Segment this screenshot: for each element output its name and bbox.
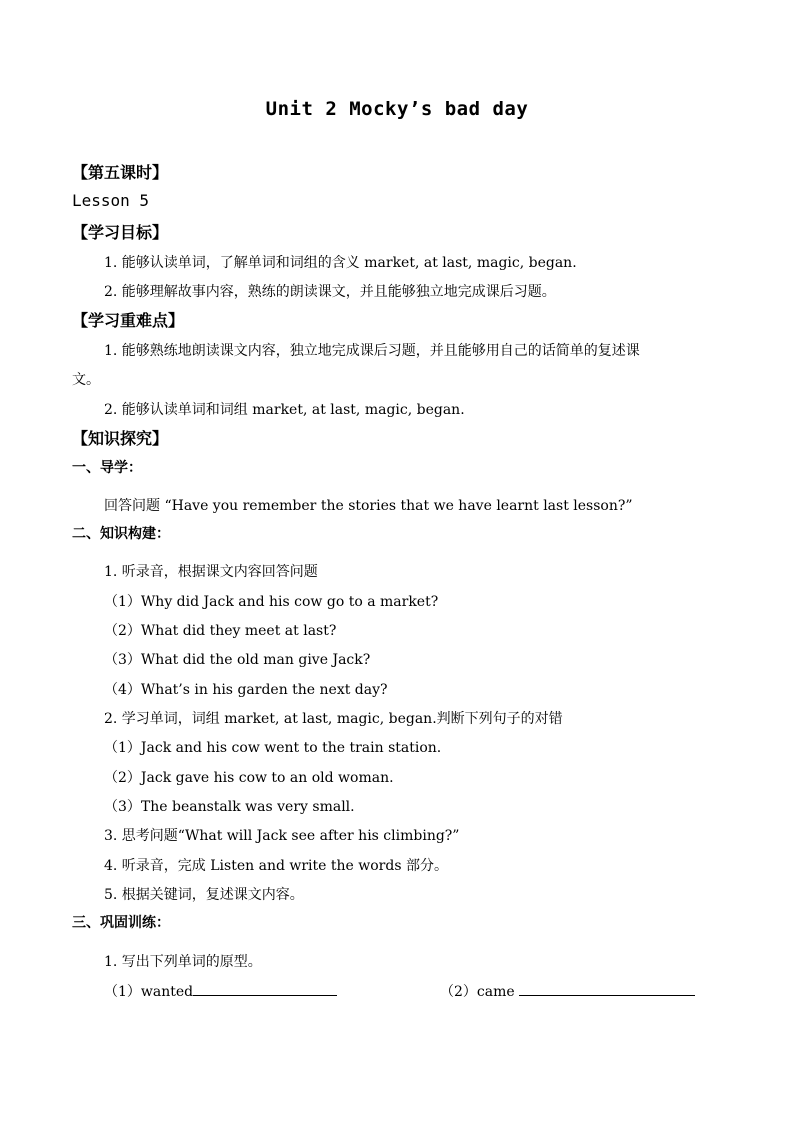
- period-heading: 【第五课时】: [72, 163, 169, 182]
- build-subitem: （3）What did the old man give Jack?: [104, 652, 371, 668]
- practice-item: 1. 写出下列单词的原型。: [104, 954, 262, 970]
- build-item: 4. 听录音，完成 Listen and write the words 部分。: [104, 858, 448, 874]
- build-subitem: （4）What’s in his garden the next day?: [104, 682, 388, 698]
- section-heading-guide: 一、导学：: [72, 460, 142, 476]
- answer-blank[interactable]: [193, 982, 337, 996]
- exercise-label: （2）came: [440, 984, 515, 1000]
- exercise-label: （1）wanted: [104, 984, 194, 1000]
- goal-item: 2. 能够理解故事内容，熟练的朗读课文，并且能够独立地完成课后习题。: [104, 284, 556, 300]
- key-points-heading: 【学习重难点】: [72, 311, 185, 330]
- key-point-item: 1. 能够熟练地朗读课文内容，独立地完成课后习题，并且能够用自己的话简单的复述课: [104, 343, 640, 359]
- build-item: 1. 听录音，根据课文内容回答问题: [104, 564, 318, 580]
- explore-heading: 【知识探究】: [72, 429, 169, 448]
- build-item: 3. 思考问题“What will Jack see after his climbing?”: [104, 828, 460, 844]
- answer-blank[interactable]: [519, 982, 695, 996]
- guide-question: 回答问题 “Have you remember the stories that we have learnt last lesson?”: [104, 498, 633, 514]
- exercise-wanted: [104, 981, 337, 1001]
- build-subitem: （3）The beanstalk was very small.: [104, 799, 355, 815]
- build-item: 5. 根据关键词，复述课文内容。: [104, 887, 304, 903]
- document-title: Unit 2 Mocky’s bad day: [265, 98, 529, 120]
- goals-heading: 【学习目标】: [72, 223, 169, 242]
- section-heading-practice: 三、巩固训练：: [72, 915, 170, 931]
- section-heading-build: 二、知识构建：: [72, 526, 170, 542]
- build-subitem: （1）Jack and his cow went to the train station.: [104, 740, 442, 756]
- build-item: 2. 学习单词，词组 market, at last, magic, began.判断下列句子的对错: [104, 711, 563, 727]
- build-subitem: （2）What did they meet at last?: [104, 623, 337, 639]
- key-point-item-continued: 文。: [72, 372, 100, 388]
- build-subitem: （2）Jack gave his cow to an old woman.: [104, 770, 394, 786]
- exercise-came: [440, 981, 695, 1001]
- lesson-label: Lesson 5: [72, 191, 150, 210]
- build-subitem: （1）Why did Jack and his cow go to a market?: [104, 594, 439, 610]
- goal-item: 1. 能够认读单词，了解单词和词组的含义 market, at last, magic, began.: [104, 255, 577, 271]
- key-point-item: 2. 能够认读单词和词组 market, at last, magic, began.: [104, 402, 465, 418]
